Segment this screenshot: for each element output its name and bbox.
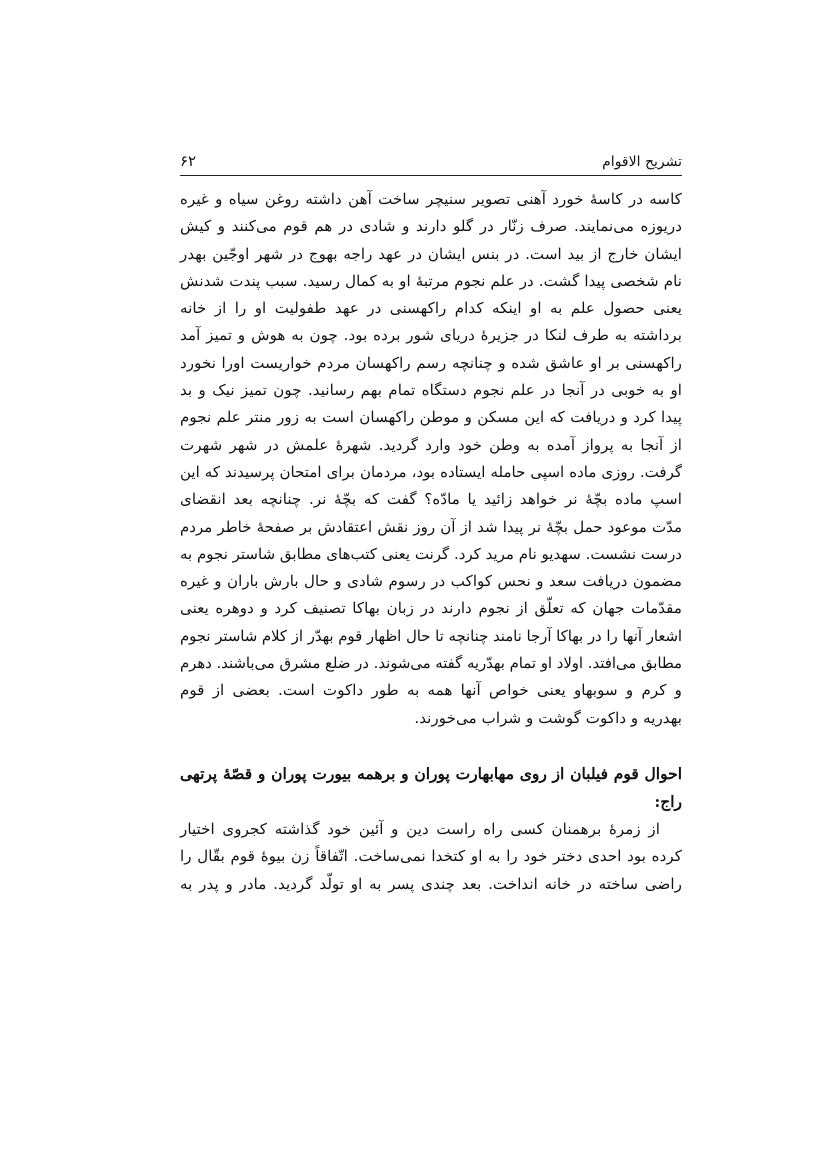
text-line: کاسه در کاسهٔ خورد آهنی تصویر سنیچر ساخت آهن داشته روغن سیاه و غیره: [180, 190, 682, 208]
text-line: دریوزه می‌نمایند. صرف زنّار در گلو دارند و شادی در هم قوم می‌کنند و کیش: [180, 217, 682, 236]
running-header: [180, 148, 682, 176]
paragraph-1: [180, 186, 682, 732]
book-page: [180, 148, 682, 898]
text-line: ایشان خارج از بید است. در بنس ایشان در عهد راجه بهوج در شهر اوجّین بهدر: [180, 244, 682, 263]
text-line: راکهسنی بر او عاشق شده و چنانچه رسم راکهسان مردم خواریست اورا نخورد: [180, 353, 682, 372]
section-heading: [180, 760, 682, 816]
paragraph-2: [180, 816, 682, 898]
text-line: اشعار آنها را در بهاکا آرجا نامند چنانچه تا حال اظهار قوم بهدّر از کلام شاستر نجوم: [180, 627, 682, 645]
text-line: مضمون دریافت سعد و نحس کواکب در رسوم شادی و حال بارش باران و غیره: [180, 572, 682, 591]
page-number: ۶۲: [180, 152, 197, 170]
text-line: برداشته به طرف لنکا در جزیرهٔ دریای شور برده بود. چون به هوش و تمیز آمد: [180, 326, 682, 345]
text-line: گرفت. روزی ماده اسپی حامله ایستاده بود، مردمان برای امتحان پرسیدند که این: [180, 462, 682, 481]
text-line: او به خوبی در آنجا در علم نجوم دستگاه تمام بهم رسانید. چون تمیز نیک و بد: [180, 381, 682, 400]
text-line: از آنجا به پرواز آمده به وطن خود وارد گردید. شهرهٔ علمش در شهر شهرت: [180, 435, 682, 454]
text-line: و کرم و سوبهاو یعنی خواص آنها همه به طور داکوت است. بعضی از قوم: [180, 681, 682, 700]
text-line: کرده بود احدی دختر خود را به او کتخدا نمی‌ساخت. اتّفاقاً زن بیوهٔ قوم بقّال را: [180, 847, 682, 866]
text-line: راضی ساخته در خانه انداخت. بعد چندی پسر به او تولّد گردید. مادر و پدر به: [180, 874, 682, 893]
heading-line: احوال قوم فیلبان از روی مهابهارت پوران و برهمه بیورت پوران و قصّهٔ پرتهی: [180, 763, 682, 783]
text-line: نام شخصی پیدا گشت. در علم نجوم مرتبهٔ او به کمال رسید. سبب پندت شدنش: [180, 271, 682, 290]
book-title: تشریح الاقوام: [602, 154, 682, 170]
text-line: مدّت موعود حمل بچّهٔ نر پیدا شد از آن روز نقش اعتقادش بر صفحهٔ خاطر مردم: [180, 517, 682, 536]
text-line: مطابق می‌افتد. اولاد او تمام بهدّریه گفته می‌شوند. در ضلع مشرق می‌باشند. دهرم: [180, 655, 682, 673]
text-line: پیدا کرد و دریافت که این مسکن و موطن راکهسان است به زور منتر علم نجوم: [180, 408, 682, 427]
text-line: از زمرهٔ برهمنان کسی راه راست دین و آئین خود گذاشته کجروی اختیار: [180, 819, 660, 838]
text-line: اسپ ماده بچّهٔ نر خواهد زائید یا مادّه؟ گفت که بچّهٔ نر. چنانچه بعد انقضای: [180, 490, 682, 509]
heading-line: راج:: [654, 791, 682, 811]
text-line: بهدریه و داکوت گوشت و شراب می‌خورند.: [414, 708, 682, 727]
text-line: یعنی حصول علم به او اینکه کدام راکهسنی در عهد طفولیت او را از خانه: [180, 299, 682, 318]
text-line: درست نشست. سهدیو نام مرید کرد. گرنت یعنی کتب‌های مطابق شاستر نجوم به: [179, 544, 682, 563]
section-spacer: [180, 732, 682, 760]
text-line: مقدّمات جهان که تعلّق از نجوم دارند در زبان بهاکا تصنیف کرد و دوهره یعنی: [180, 599, 682, 618]
